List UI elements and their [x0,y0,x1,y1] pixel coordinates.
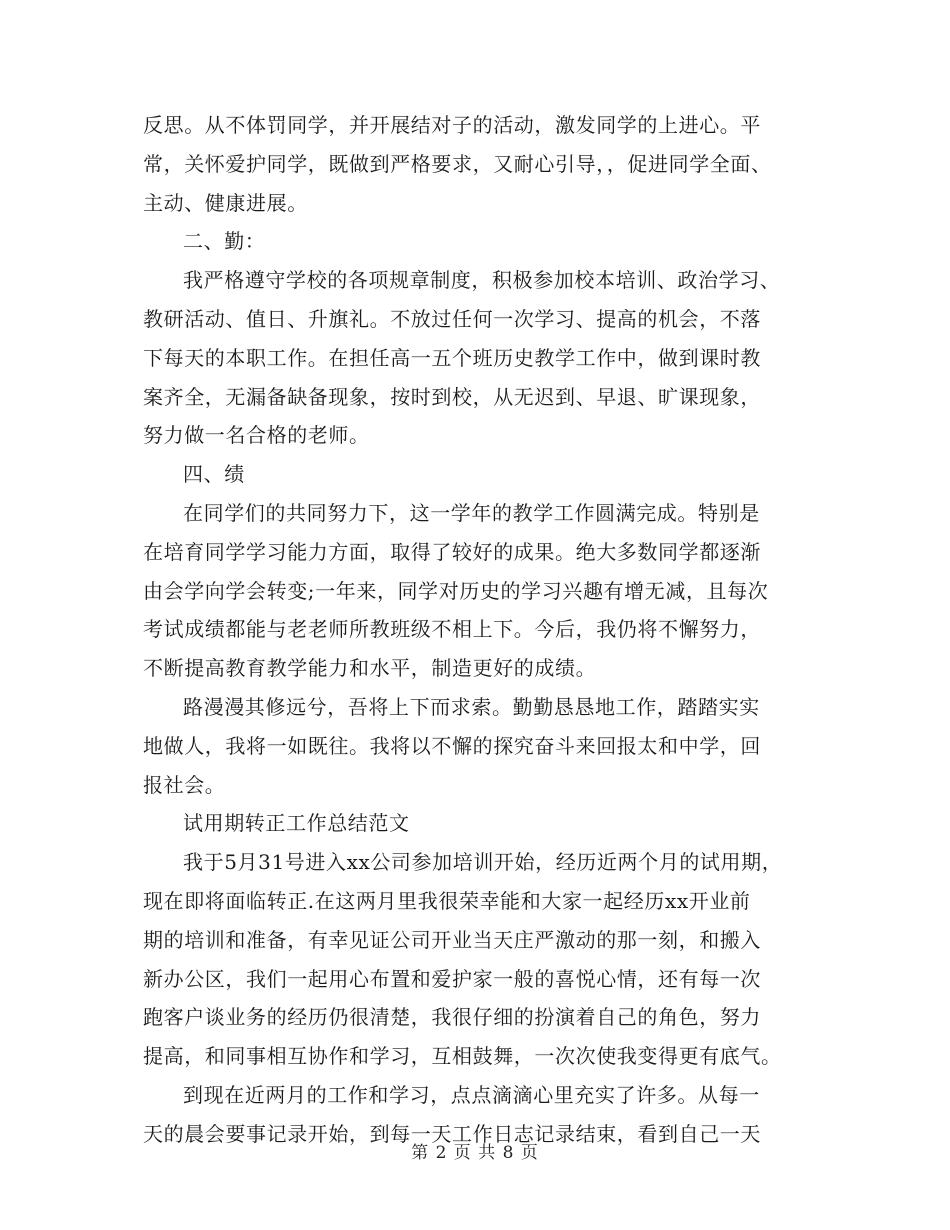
text-line: 报社会。 [143,772,226,797]
text-line: 期的培训和准备，有幸见证公司开业当天庄严激动的那一刻，和搬入 [143,927,761,952]
text-line: 教研活动、值日、升旗礼。不放过任何一次学习、提高的机会，不落 [143,306,761,331]
text-line: 我严格遵守学校的各项规章制度，积极参加校本培训、政治学习、 [183,268,781,293]
text-line: 反思。从不体罚同学，并开展结对子的活动，激发同学的上进心。平 [143,113,761,137]
text-line: 四、绩 [183,462,245,487]
text-line: 常，关怀爱护同学，既做到严格要求，又耐心引导，，促进同学全面、 [143,151,772,176]
page-footer: 第 2 页 共 8 页 [411,1143,539,1163]
document-body [143,106,843,1154]
text-line: 跑客户谈业务的经历仍很清楚，我很仔细的扮演着自己的角色，努力 [143,1005,761,1030]
text-line: 考试成绩都能与老老师所教班级不相上下。今后，我仍将不懈努力， [143,617,761,642]
text-line: 不断提高教育教学能力和水平，制造更好的成绩。 [143,656,597,681]
text-line: 主动、健康进展。 [143,190,308,215]
text-line: 路漫漫其修远兮，吾将上下而求索。勤勤恳恳地工作，踏踏实实 [183,694,760,719]
text-line: 天的晨会要事记录开始，到每一天工作日志记录结束，看到自己一天 [143,1121,761,1146]
text-line: 地做人，我将一如既往。我将以不懈的探究奋斗来回报太和中学，回 [143,733,761,758]
text-line: 到现在近两月的工作和学习，点点滴滴心里充实了许多。从每一 [183,1082,760,1107]
text-line: 在同学们的共同努力下，这一学年的教学工作圆满完成。特别是 [183,500,760,525]
text-line: 提高，和同事相互协作和学习，互相鼓舞，一次次使我变得更有底气。 [143,1044,782,1069]
text-line: 现在即将面临转正.在这两月里我很荣幸能和大家一起经历xx开业前 [143,888,751,913]
text-line: 新办公区，我们一起用心布置和爱护家一般的喜悦心情，还有每一次 [143,966,761,991]
text-line: 由会学向学会转变;一年来，同学对历史的学习兴趣有增无减，且每次 [143,578,769,603]
text-line: 下每天的本职工作。在担任高一五个班历史教学工作中，做到课时教 [143,345,761,370]
text-line: 努力做一名合格的老师。 [143,423,370,448]
text-line: 在培育同学学习能力方面，取得了较好的成果。绝大多数同学都逐渐 [143,539,761,564]
text-line: 我于5月31号进入xx公司参加培训开始，经历近两个月的试用期， [183,850,783,875]
text-line: 二、勤： [183,229,266,254]
text-line: 试用期转正工作总结范文 [183,811,410,836]
text-line: 案齐全，无漏备缺备现象，按时到校，从无迟到、早退、旷课现象， [143,384,761,409]
